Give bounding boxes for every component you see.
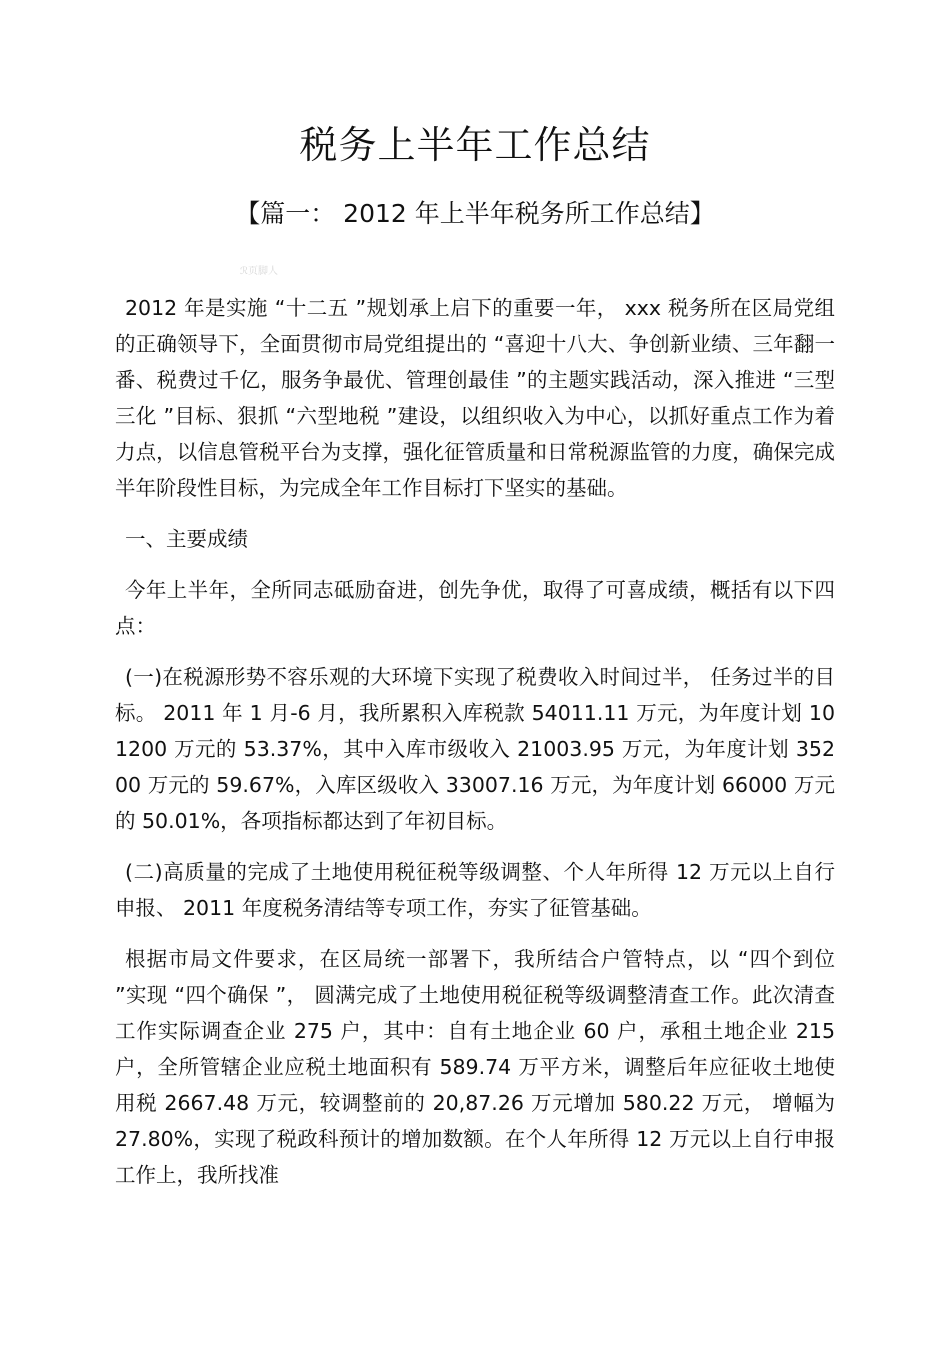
paragraph-item-two: (二)高质量的完成了土地使用税征税等级调整、个人年所得 12 万元以上自行申报、 2011 年度税务清结等专项工作，夯实了征管基础。 — [115, 860, 835, 920]
document-body — [115, 290, 835, 1193]
paragraph-land-tax: 根据市局文件要求，在区局统一部署下，我所结合户管特点，以 “四个到位 ”实现 “四个确保 ”， 圆满完成了土地使用税征税等级调整清查工作。此次清查工作实际调查企业 275 户，其中：自有土地企业 60 户，承租土地企业 215 户，全所管辖企业应税土地面积有 589.74 万平方米，调整后年应征收土地使用税 2667.48 万元，较调整前的 20,87.26 万元增加 580.22 万元， 增幅为 27.80%，实现了税政科预计的增加数额。在个人年所得 12 万元以上自行申报工作上，我所找准 — [115, 947, 835, 1187]
paragraph-intro: 2012 年是实施 “十二五 ”规划承上启下的重要一年， xxx 税务所在区局党组的正确领导下，全面贯彻市局党组提出的 “喜迎十八大、争创新业绩、三年翻一番、税费过千亿，服务争最优、管理创最佳 ”的主题实践活动，深入推进 “三型三化 ”目标、狠抓 “六型地税 ”建设，以组织收入为中心，以抓好重点工作为着力点，以信息管税平台为支撑，强化征管质量和日常税源监管的力度，确保完成半年阶段性目标，为完成全年工作目标打下坚实的基础。 — [115, 296, 835, 500]
document-title: 税务上半年工作总结 — [299, 123, 651, 167]
faint-watermark: ℛ页脚人 — [240, 266, 278, 277]
document-subtitle: 【篇一： 2012 年上半年税务所工作总结】 — [235, 199, 715, 228]
paragraph-item-one: (一)在税源形势不容乐观的大环境下实现了税费收入时间过半， 任务过半的目标。 2011 年 1 月-6 月，我所累积入库税款 54011.11 万元，为年度计划 101200 万元的 53.37%，其中入库市级收入 21003.95 万元，为年度计划 35200 万元的 59.67%，入库区级收入 33007.16 万元，为年度计划 66000 万元的 50.01%，各项指标都达到了年初目标。 — [115, 665, 835, 833]
section-heading-achievements: 一、主要成绩 — [125, 527, 248, 551]
paragraph-summary: 今年上半年，全所同志砥励奋进，创先争优，取得了可喜成绩，概括有以下四点： — [115, 578, 835, 638]
